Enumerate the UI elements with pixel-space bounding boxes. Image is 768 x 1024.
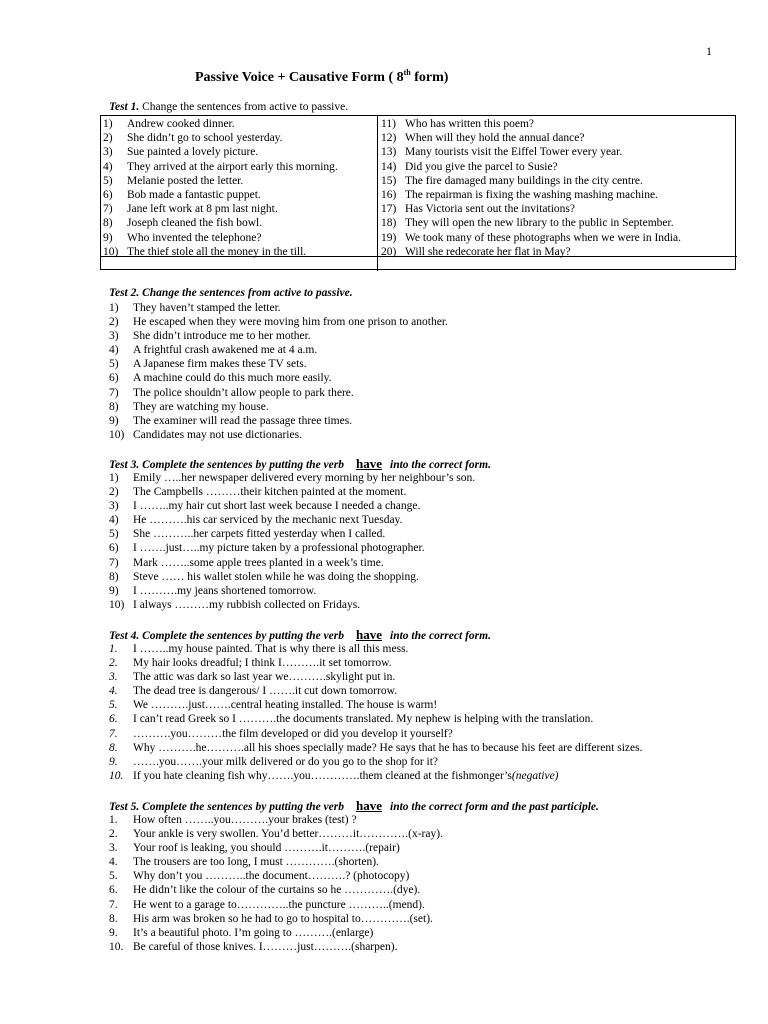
item-text: We took many of these photographs when we were in India. — [405, 231, 681, 244]
item-number: 8) — [103, 217, 113, 230]
item-number: 7) — [109, 556, 119, 569]
item-text: We ……….just…….central heating installed. The house is warm! — [133, 699, 438, 712]
item-text: She ………..her carpets fitted yesterday when I called. — [133, 528, 386, 541]
list-item — [109, 898, 443, 912]
item-number: 3) — [103, 146, 113, 159]
item-number: 6) — [103, 188, 113, 201]
item-number: 1. — [109, 643, 118, 655]
item-text: Your ankle is very swollen. You’d better………it………….(x-ray). — [133, 828, 443, 841]
item-text: She didn’t go to school yesterday. — [127, 132, 283, 145]
item-number: 8) — [109, 400, 119, 413]
item-number: 6. — [109, 713, 118, 726]
list-item — [103, 216, 338, 230]
list-item — [381, 188, 681, 202]
item-text: Has Victoria sent out the invitations? — [405, 203, 575, 216]
item-number: 10) — [109, 598, 125, 611]
list-item — [109, 684, 642, 698]
item-number: 4) — [109, 344, 119, 357]
item-number: 17) — [381, 203, 397, 216]
test5-heading: Test 5. Complete the sentences by putting the verb have into the correct form and the past participle. — [109, 798, 599, 813]
item-number: 8. — [109, 741, 118, 754]
list-item — [109, 527, 475, 541]
item-text: He ……….his car serviced by the mechanic next Tuesday. — [133, 514, 403, 527]
item-text: They arrived at the airport early this morning. — [127, 160, 338, 173]
list-item — [109, 813, 443, 827]
item-number: 4. — [109, 856, 118, 869]
item-number: 5. — [109, 699, 118, 712]
item-number: 19) — [381, 231, 397, 244]
list-item — [103, 245, 338, 259]
list-item — [109, 400, 448, 414]
item-text: The examiner will read the passage three times. — [133, 414, 353, 427]
list-item — [109, 371, 448, 385]
item-text: Why ……….he……….all his shoes specially made? He says that he has to because his feet are different sizes. — [133, 741, 643, 754]
test4-list — [109, 642, 642, 783]
item-text: I always ………my rubbish collected on Fridays. — [133, 598, 361, 611]
item-number: 2) — [109, 486, 119, 499]
page-title: Passive Voice + Causative Form ( 8th form) — [195, 68, 449, 85]
list-item — [103, 174, 338, 188]
list-item — [109, 727, 642, 741]
item-text: I ……..my house painted. That is why there is all this mess. — [133, 643, 409, 655]
item-text: ……….you………the film developed or did you develop it yourself? — [133, 727, 453, 740]
item-text: I …….just…..my picture taken by a professional photographer. — [133, 542, 425, 555]
item-number: 7) — [109, 386, 119, 399]
item-number: 1) — [109, 472, 119, 484]
item-text: A frightful crash awakened me at 4 a.m. — [133, 344, 318, 357]
item-text: Joseph cleaned the fish bowl. — [127, 217, 263, 230]
item-number: 13) — [381, 146, 397, 159]
item-text: He went to a garage to…………..the puncture ………..(mend). — [133, 898, 425, 911]
item-number: 12) — [381, 132, 397, 145]
list-item — [109, 301, 448, 315]
item-text: Who has written this poem? — [405, 118, 535, 130]
list-item — [109, 499, 475, 513]
list-item — [381, 131, 681, 145]
list-item — [109, 642, 642, 656]
item-number: 9) — [109, 584, 119, 597]
item-text: He escaped when they were moving him from one prison to another. — [133, 316, 448, 329]
item-number: 10. — [109, 940, 124, 953]
item-text: They will open the new library to the public in September. — [405, 217, 674, 230]
item-number: 7. — [109, 898, 118, 911]
item-number: 16) — [381, 188, 397, 201]
item-text: Your roof is leaking, you should ……….it……….(repair) — [133, 842, 400, 855]
list-item — [109, 940, 443, 954]
list-item — [109, 357, 448, 371]
item-number: 3. — [109, 671, 118, 684]
list-item — [103, 160, 338, 174]
item-number: 4) — [109, 514, 119, 527]
list-item — [109, 841, 443, 855]
list-item — [109, 712, 642, 726]
item-number: 6) — [109, 542, 119, 555]
list-item — [103, 145, 338, 159]
item-number: 2) — [103, 132, 113, 145]
item-number: 18) — [381, 217, 397, 230]
item-text: Did you give the parcel to Susie? — [405, 160, 558, 173]
item-text: I can’t read Greek so I ……….the documents translated. My nephew is helping with the translation. — [133, 713, 594, 726]
test3-heading: Test 3. Complete the sentences by putting the verb have into the correct form. — [109, 456, 491, 471]
item-text: The dead tree is dangerous/ I …….it cut down tomorrow. — [133, 685, 398, 698]
list-item — [109, 656, 642, 670]
item-text: Melanie posted the letter. — [127, 174, 244, 187]
item-number: 5. — [109, 870, 118, 883]
item-number: 8. — [109, 912, 118, 925]
list-item — [103, 231, 338, 245]
item-text: Many tourists visit the Eiffel Tower every year. — [405, 146, 623, 159]
item-text: He didn’t like the colour of the curtains so he ………….(dye). — [133, 884, 421, 897]
item-number: 6) — [109, 372, 119, 385]
item-number: 7. — [109, 727, 118, 740]
test1-table — [100, 115, 736, 270]
item-number: 8) — [109, 570, 119, 583]
item-number: 14) — [381, 160, 397, 173]
list-item — [109, 471, 475, 485]
list-item — [109, 883, 443, 897]
item-number: 1) — [109, 302, 119, 314]
item-number: 6. — [109, 884, 118, 897]
item-text: My hair looks dreadful; I think I……….it set tomorrow. — [133, 657, 392, 670]
item-number: 3) — [109, 330, 119, 343]
test2-heading: Test 2. Change the sentences from active to passive. — [109, 287, 353, 299]
item-text: Bob made a fantastic puppet. — [127, 188, 261, 201]
list-item — [103, 188, 338, 202]
list-item — [109, 414, 448, 428]
item-number: 10) — [109, 428, 125, 441]
list-item — [381, 160, 681, 174]
item-text: Will she redecorate her flat in May? — [405, 245, 571, 258]
item-text: The attic was dark so last year we……….skylight put in. — [133, 671, 396, 684]
list-item — [109, 428, 448, 442]
list-item — [103, 117, 338, 131]
item-number: 10) — [103, 245, 119, 258]
item-text: Who invented the telephone? — [127, 231, 262, 244]
item-text: The repairman is fixing the washing mashing machine. — [405, 188, 658, 201]
test3-list — [109, 471, 475, 612]
item-number: 20) — [381, 245, 397, 258]
list-item — [109, 755, 642, 769]
item-text: The trousers are too long, I must ………….(shorten). — [133, 856, 379, 869]
item-text: They are watching my house. — [133, 400, 269, 413]
list-item — [109, 584, 475, 598]
item-text: The fire damaged many buildings in the city centre. — [405, 174, 643, 187]
item-number: 9. — [109, 926, 118, 939]
item-text: The thief stole all the money in the till. — [127, 245, 307, 258]
list-item — [103, 131, 338, 145]
item-text: If you hate cleaning fish why…….you………….them cleaned at the fishmonger’s — [133, 769, 512, 782]
item-number: 3) — [109, 500, 119, 513]
item-number: 9) — [109, 414, 119, 427]
list-item — [109, 769, 642, 783]
list-item — [381, 202, 681, 216]
item-text: The Campbells ………their kitchen painted at the moment. — [133, 486, 407, 499]
list-item — [109, 741, 642, 755]
item-note: (negative) — [511, 769, 559, 782]
item-text: They haven’t stamped the letter. — [133, 302, 281, 314]
item-text: Sue painted a lovely picture. — [127, 146, 259, 159]
list-item — [381, 145, 681, 159]
item-text: A machine could do this much more easily. — [133, 372, 332, 385]
list-item — [109, 329, 448, 343]
item-text: Emily …..her newspaper delivered every morning by her neighbour’s son. — [133, 472, 476, 484]
list-item — [109, 541, 475, 555]
list-item — [109, 855, 443, 869]
list-item — [109, 670, 642, 684]
test1-right-column — [381, 117, 681, 259]
test5-list — [109, 813, 443, 954]
list-item — [109, 869, 443, 883]
item-text: …….you…….your milk delivered or do you go to the shop for it? — [133, 755, 439, 768]
list-item — [381, 245, 681, 259]
table-divider — [377, 116, 378, 271]
list-item — [109, 598, 475, 612]
list-item — [109, 386, 448, 400]
item-number: 7) — [103, 203, 113, 216]
item-number: 4. — [109, 685, 118, 698]
list-item — [109, 556, 475, 570]
test1-left-column — [103, 117, 338, 259]
test1-heading: Test 1. Change the sentences from active to passive. — [109, 101, 349, 113]
list-item — [109, 343, 448, 357]
item-number: 9. — [109, 755, 118, 768]
test2-list — [109, 301, 448, 442]
list-item — [381, 231, 681, 245]
list-item — [109, 570, 475, 584]
item-number: 1. — [109, 814, 118, 826]
item-text: Candidates may not use dictionaries. — [133, 428, 302, 441]
item-number: 2. — [109, 657, 118, 670]
item-text: Be careful of those knives. I………just……….(sharpen). — [133, 940, 398, 953]
list-item — [381, 174, 681, 188]
item-text: She didn’t introduce me to her mother. — [133, 330, 311, 343]
item-number: 5) — [103, 174, 113, 187]
item-number: 4) — [103, 160, 113, 173]
item-text: Jane left work at 8 pm last night. — [127, 203, 278, 216]
item-number: 1) — [103, 118, 113, 130]
item-text: The police shouldn’t allow people to park there. — [133, 386, 354, 399]
item-text: When will they hold the annual dance? — [405, 132, 585, 145]
list-item — [109, 315, 448, 329]
item-text: Why don’t you ………..the document……….? (photocopy) — [133, 870, 410, 883]
item-number: 5) — [109, 358, 119, 371]
list-item — [109, 827, 443, 841]
list-item — [103, 202, 338, 216]
item-text: Andrew cooked dinner. — [127, 118, 235, 130]
list-item — [109, 926, 443, 940]
item-text: A Japanese firm makes these TV sets. — [133, 358, 307, 371]
item-number: 5) — [109, 528, 119, 541]
item-text: How often ……..you……….your brakes (test) ? — [133, 814, 357, 826]
item-text: His arm was broken so he had to go to hospital to………….(set). — [133, 912, 433, 925]
list-item — [109, 912, 443, 926]
item-number: 9) — [103, 231, 113, 244]
item-text: Steve …… his wallet stolen while he was doing the shopping. — [133, 570, 419, 583]
item-number: 2) — [109, 316, 119, 329]
item-number: 10. — [109, 769, 124, 782]
item-number: 11) — [381, 118, 396, 130]
item-number: 15) — [381, 174, 397, 187]
list-item — [109, 485, 475, 499]
list-item — [109, 698, 642, 712]
page-number: 1 — [706, 44, 712, 58]
list-item — [109, 513, 475, 527]
item-text: Mark ……..some apple trees planted in a week’s time. — [133, 556, 384, 569]
list-item — [381, 117, 681, 131]
item-text: It’s a beautiful photo. I’m going to ……….(enlarge) — [133, 926, 374, 939]
item-number: 3. — [109, 842, 118, 855]
item-number: 2. — [109, 828, 118, 841]
item-text: I ……..my hair cut short last week because I needed a change. — [133, 500, 421, 513]
item-text: I ……….my jeans shortened tomorrow. — [133, 584, 317, 597]
test4-heading: Test 4. Complete the sentences by putting the verb have into the correct form. — [109, 627, 491, 642]
list-item — [381, 216, 681, 230]
